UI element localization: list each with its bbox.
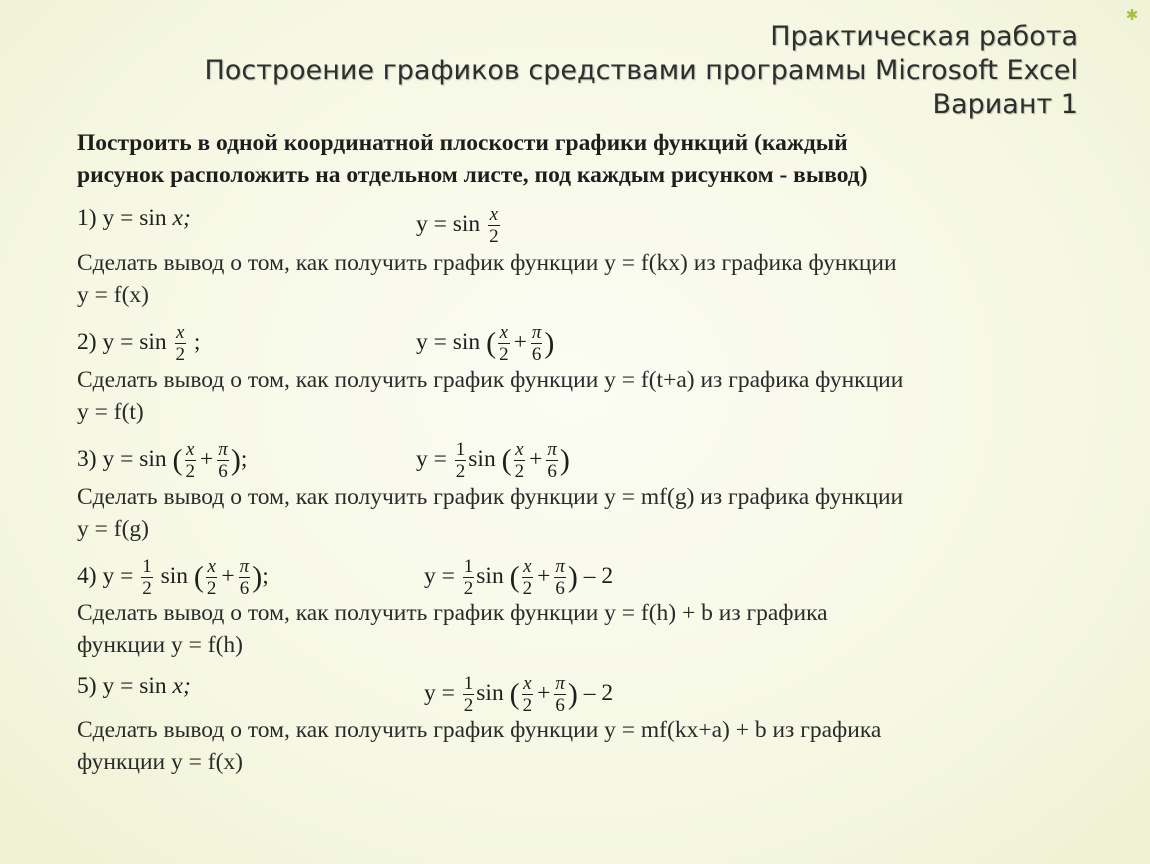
formula-text: y = — [416, 445, 453, 472]
formula-text: y = — [424, 562, 461, 589]
formula-text: – 2 — [577, 562, 614, 589]
conclusion-1 — [77, 247, 1117, 311]
denominator: 2 — [522, 695, 533, 716]
denominator: 2 — [463, 578, 474, 599]
numerator: π — [555, 673, 565, 694]
fraction — [463, 673, 475, 716]
formula-text: sin — [476, 679, 504, 706]
conclusion-line: Сделать вывод о том, как получить график функции y = f(kx) из графика функции — [77, 250, 897, 276]
formula-text: y = — [424, 679, 461, 706]
conclusion-3 — [77, 481, 1117, 545]
formula-text: 3) y = sin — [77, 445, 173, 472]
paren: ) — [559, 443, 570, 477]
conclusion-line: Сделать вывод о том, как получить график функции y = f(t+a) из графика функции — [77, 367, 904, 393]
denominator: 6 — [218, 461, 228, 482]
paren: ) — [567, 677, 578, 711]
denominator: 6 — [239, 578, 250, 599]
fraction — [206, 556, 218, 599]
numerator: 1 — [455, 439, 466, 460]
operator: + — [221, 562, 235, 589]
formula-5-left — [77, 673, 191, 699]
formula-text: sin — [160, 562, 189, 589]
paren: ( — [501, 443, 512, 477]
formula-text: 1) y = sin — [77, 205, 173, 231]
operator: + — [529, 445, 543, 472]
paren: ) — [544, 326, 555, 360]
paren: ) — [230, 443, 241, 477]
conclusion-line: Сделать вывод о том, как получить график функции y = mf(g) из графика функции — [77, 484, 904, 510]
fraction — [498, 322, 510, 365]
denominator: 2 — [185, 461, 196, 482]
conclusion-line: y = f(x) — [77, 282, 149, 308]
denominator: 2 — [142, 578, 152, 599]
formula-3-left — [77, 439, 247, 482]
conclusion-line: Сделать вывод о том, как получить график функции y = f(h) + b из графика — [77, 600, 828, 626]
numerator: π — [218, 439, 228, 460]
operator: + — [513, 328, 527, 355]
denominator: 2 — [206, 578, 217, 599]
task-statement — [77, 127, 1077, 191]
numerator: π — [239, 556, 250, 577]
fraction — [546, 439, 558, 482]
conclusion-4 — [77, 597, 1117, 661]
fraction — [554, 673, 566, 716]
formula-text: 2) y = sin — [77, 328, 173, 355]
paren: ( — [509, 560, 520, 594]
formula-text: – 2 — [577, 679, 614, 706]
formula-text: sin — [476, 562, 504, 589]
fraction — [554, 556, 566, 599]
title-line-1: Практическая работа — [770, 21, 1078, 52]
formula-text: sin — [468, 445, 496, 472]
paren: ( — [193, 560, 204, 594]
formula-5-right — [424, 673, 613, 716]
formula-text: y = sin — [416, 210, 487, 237]
numerator: x — [523, 673, 532, 694]
conclusion-line: функции y = f(x) — [77, 749, 243, 775]
operator: + — [537, 679, 551, 706]
paren: ( — [509, 677, 520, 711]
formula-3-right — [416, 439, 570, 482]
fraction — [488, 204, 500, 247]
fraction — [185, 439, 197, 482]
numerator: 1 — [463, 673, 474, 694]
numerator: π — [547, 439, 557, 460]
conclusion-line: функции y = f(h) — [77, 632, 243, 658]
denominator: 2 — [463, 695, 474, 716]
formula-text: y = sin — [416, 328, 487, 355]
paren: ) — [252, 560, 263, 594]
formula-1-left — [77, 205, 191, 231]
operator: + — [537, 562, 551, 589]
conclusion-5 — [77, 714, 1117, 778]
formula-2-right — [416, 322, 554, 365]
denominator: 2 — [499, 344, 509, 365]
fraction — [239, 556, 251, 599]
formula-text: x — [172, 205, 183, 231]
title-line-2: Построение графиков средствами программы Microsoft Excel — [204, 55, 1078, 86]
formula-text: ; — [182, 205, 191, 231]
fraction — [455, 439, 467, 482]
operator: + — [200, 445, 214, 472]
denominator: 2 — [175, 344, 186, 365]
formula-1-right — [416, 204, 502, 247]
fraction — [175, 322, 187, 365]
paren: ) — [567, 560, 578, 594]
conclusion-2 — [77, 364, 1117, 428]
numerator: x — [523, 556, 532, 577]
fraction — [141, 556, 153, 599]
denominator: 2 — [514, 461, 525, 482]
formula-text: ; — [193, 328, 201, 355]
fraction — [514, 439, 526, 482]
formula-text: 4) y = — [77, 562, 140, 589]
fraction — [217, 439, 229, 482]
denominator: 6 — [531, 344, 542, 365]
formula-text: ; — [240, 445, 248, 472]
numerator: x — [499, 322, 509, 343]
denominator: 6 — [555, 695, 565, 716]
formula-text: 5) y = sin — [77, 673, 173, 699]
title-line-3: Вариант 1 — [932, 89, 1078, 120]
paren: ( — [172, 443, 183, 477]
fraction — [522, 556, 534, 599]
numerator: 1 — [463, 556, 474, 577]
task-line-1: Построить в одной координатной плоскости графики функций (каждый — [77, 130, 848, 156]
numerator: x — [186, 439, 195, 460]
conclusion-line: Сделать вывод о том, как получить график функции y = mf(kx+a) + b из графика — [77, 717, 882, 743]
conclusion-line: y = f(g) — [77, 516, 149, 542]
fraction — [531, 322, 543, 365]
numerator: x — [515, 439, 524, 460]
formula-4-right — [424, 556, 613, 599]
numerator: x — [207, 556, 216, 577]
fraction — [463, 556, 475, 599]
numerator: π — [555, 556, 565, 577]
formula-2-left — [77, 322, 200, 365]
formula-text: x — [172, 673, 183, 699]
slide-title — [205, 20, 1078, 122]
formula-text: ; — [182, 673, 191, 699]
numerator: 1 — [142, 556, 152, 577]
numerator: π — [531, 322, 542, 343]
conclusion-line: y = f(t) — [77, 399, 144, 425]
asterisk-decoration-icon: ✱ — [1125, 8, 1139, 24]
numerator: x — [489, 204, 499, 225]
numerator: x — [176, 322, 185, 343]
paren: ( — [486, 326, 497, 360]
denominator: 2 — [455, 461, 466, 482]
denominator: 2 — [522, 578, 533, 599]
denominator: 2 — [489, 226, 499, 247]
fraction — [522, 673, 534, 716]
denominator: 6 — [555, 578, 565, 599]
formula-4-left — [77, 556, 269, 599]
formula-text: ; — [262, 562, 269, 589]
task-line-2: рисунок расположить на отдельном листе, под каждым рисунком - вывод) — [77, 162, 868, 188]
denominator: 6 — [547, 461, 557, 482]
